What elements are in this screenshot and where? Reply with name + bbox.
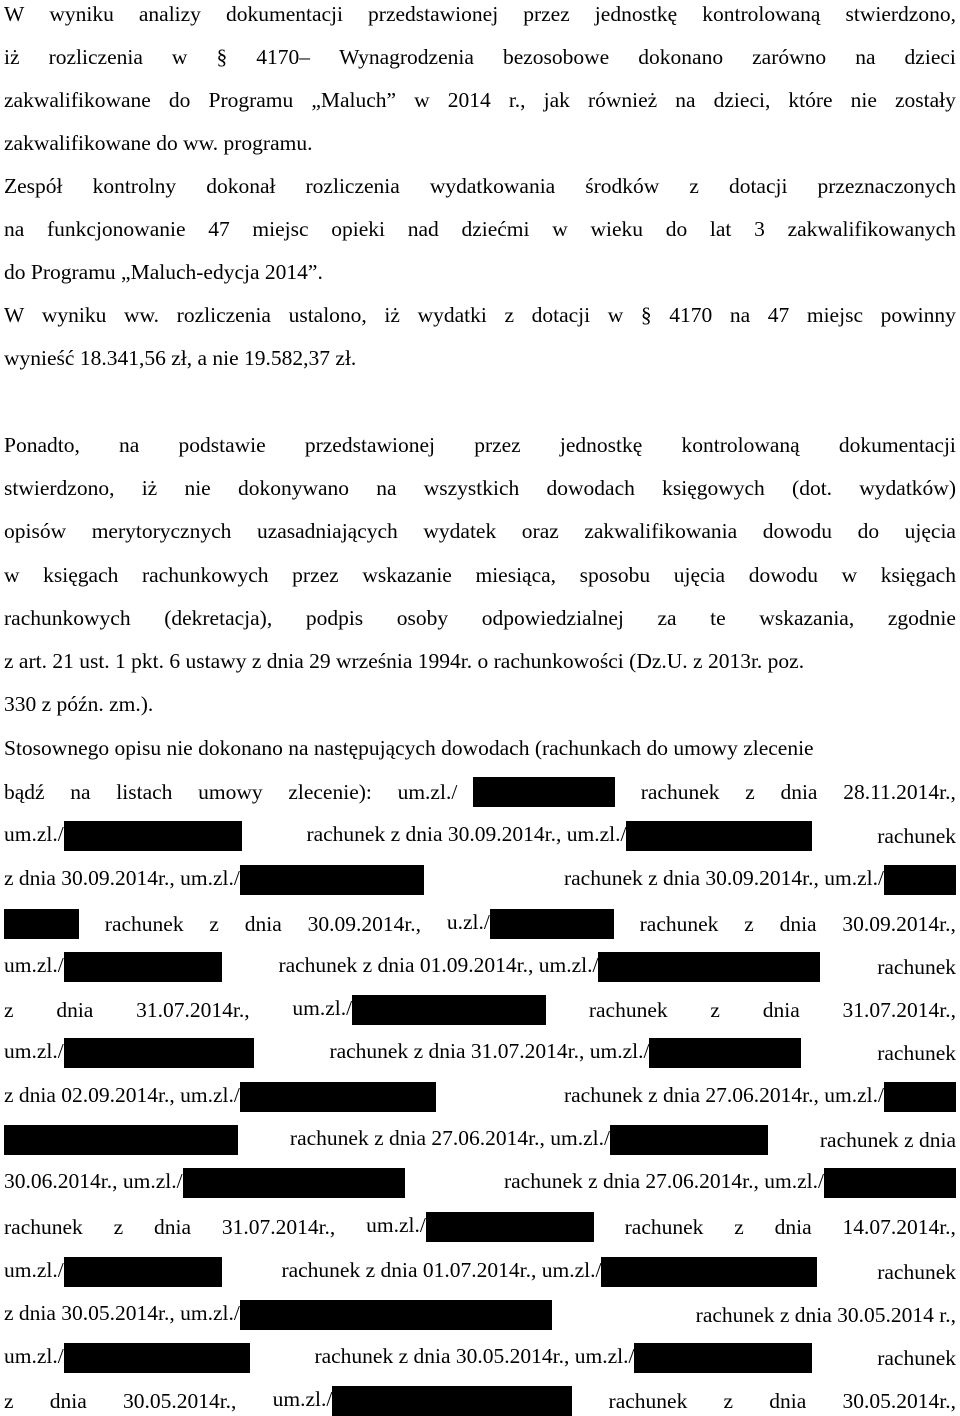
word: z [209,911,219,936]
text-fragment: um.zl./ [272,1387,333,1411]
text-segment [314,1342,812,1373]
text-segment [4,1037,254,1068]
word: merytorycznych [91,519,232,543]
word: wszystkich [423,476,520,500]
word: 31.07.2014r., [842,997,956,1022]
word: stwierdzono, [845,2,956,26]
word: na [4,217,25,241]
word: rachunek [877,1259,956,1284]
text-line [4,604,956,632]
word: rachunek z dnia 30.05.2014 r., [695,1302,956,1327]
word: z [734,1214,744,1239]
text-fragment: um.zl./ [4,822,64,846]
word: z [689,174,699,198]
text-segment [4,1299,552,1330]
word: z [4,1388,14,1413]
text-line [4,777,956,807]
text-segment [564,1081,956,1112]
word: wydatek [423,519,497,543]
word: ww. [124,303,160,327]
word: kontrolowaną [702,2,821,26]
text-segment [366,1211,594,1242]
word: 30.05.2014r., [842,1388,956,1413]
text-segment [4,1256,222,1287]
word: miejsc [806,303,863,327]
text-segment [273,1385,573,1416]
word: rachunek [877,1345,956,1370]
redaction-bar [884,1082,956,1112]
word: na [70,780,91,804]
word: w [4,563,20,587]
word: dnia [762,997,800,1022]
text-line: 330 z późn. zm.). [4,692,154,716]
text-line [4,1167,956,1198]
word: rachunkowych [4,606,131,630]
word: na [855,45,876,69]
word: z [710,997,720,1022]
word: dotacji [728,174,788,198]
text-fragment: rachunek z dnia 01.09.2014r., um.zl./ [278,953,599,977]
word: jak [543,88,570,112]
word: Wynagrodzenia [339,45,474,69]
word: odpowiedzialnej [481,606,624,630]
word: um.zl./ [397,780,458,804]
redaction-bar [601,1257,817,1287]
word: podpis [305,606,364,630]
word: wydatki [417,303,487,327]
word: dnia [780,780,818,804]
word: zostały [895,88,956,112]
word: opisów [4,519,67,543]
text-segment [292,994,546,1025]
word: kontrolowaną [681,433,800,457]
text-segment [447,908,614,939]
text-fragment: z dnia 02.09.2014r., um.zl./ [4,1083,240,1107]
redaction-bar [4,909,79,939]
word: wieku [590,217,643,241]
word: oraz [521,519,559,543]
word: miesiąca, [475,563,557,587]
word: dnia [49,1388,87,1413]
word: zlecenie): [288,780,372,804]
word: księgach [880,563,956,587]
word: rachunek z dnia [819,1127,956,1152]
word: dokonywano [237,476,350,500]
redaction-bar [64,821,242,851]
word: stwierdzono, [4,476,115,500]
word: wyniku [49,2,114,26]
word: dnia [153,1214,191,1239]
text-fragment: um.zl./ [366,1213,426,1237]
text-line [4,994,956,1025]
word: 28.11.2014r., [843,780,956,804]
word: z [113,1214,124,1239]
text-line [4,1385,956,1416]
text-line [4,431,956,459]
redaction-bar [4,1125,238,1155]
word: z [744,911,754,936]
text-line [4,908,956,939]
text-line [4,301,956,329]
word: rachunek [4,1214,83,1239]
word: dokonał [206,174,276,198]
redaction-bar [426,1212,594,1242]
text-line [4,43,956,71]
word: 4170 [669,303,713,327]
word: 47 [767,303,790,327]
word: w [841,563,858,587]
text-line [4,1256,956,1287]
word: § [640,303,652,327]
text-fragment: um.zl./ [4,953,64,977]
word: iż [384,303,400,327]
word: W [4,2,25,26]
word: 14.07.2014r., [842,1214,956,1239]
word: rachunek [877,1040,956,1065]
word: wydatkowania [429,174,556,198]
word: dowodach [546,476,635,500]
redaction-bar [64,1257,222,1287]
word: nie [850,88,877,112]
text-line [4,561,956,589]
text-fragment: rachunek z dnia 30.09.2014r., um.zl./ [563,866,884,890]
text-line [4,517,956,545]
text-fragment: rachunek z dnia 27.06.2014r., um.zl./ [503,1169,824,1193]
text-segment [4,1081,436,1112]
word: ustalono, [288,303,367,327]
word: 31.07.2014r., [221,1214,336,1239]
redaction-bar [634,1343,812,1373]
word: 31.07.2014r., [136,997,250,1022]
word: przez [474,433,521,457]
word: księgach [43,563,119,587]
redaction-bar [352,995,546,1025]
word: wyniku [41,303,107,327]
text-line [4,1081,956,1112]
word: dzieci [904,45,956,69]
text-segment [278,951,820,982]
word: rachunek [639,911,719,936]
word: które [788,88,833,112]
text-segment [306,820,812,851]
text-fragment: um.zl./ [4,1039,64,1063]
redaction-bar [473,777,615,807]
redaction-bar [884,865,956,895]
text-fragment: um.zl./ [4,1258,64,1282]
text-segment [4,951,222,982]
word: również [587,88,658,112]
word: nad [407,217,439,241]
text-line: Stosownego opisu nie dokonano na następujących dowodach (rachunkach do umowy zlecenie [4,736,814,760]
word: dowodu [762,519,833,543]
text-fragment: rachunek z dnia 31.07.2014r., um.zl./ [329,1039,650,1063]
word: dnia [769,1388,807,1413]
word: wskazania, [759,606,855,630]
word: rozliczenia [305,174,400,198]
word: jednostkę [594,2,678,26]
word: rachunek [877,823,956,848]
text-line [4,86,956,114]
word: 30.05.2014r., [122,1388,237,1413]
word: za [657,606,677,630]
word: na [675,88,696,112]
word: w [552,217,568,241]
word: rachunek [640,780,720,804]
word: przedstawionej [304,433,436,457]
word: wskazanie [362,563,452,587]
word: środków [585,174,660,198]
text-line [4,1342,956,1373]
word: z [745,780,755,804]
redaction-bar [64,952,222,982]
word: 30.09.2014r., [842,911,956,936]
word: przeznaczonych [817,174,956,198]
word: księgowych [662,476,765,500]
text-fragment: um.zl./ [4,1344,64,1368]
text-segment [4,1124,238,1155]
redaction-bar [610,1125,768,1155]
redaction-bar [64,1343,250,1373]
word: § [216,45,228,69]
text-line [4,864,956,895]
word: dnia [774,1214,812,1239]
word: osoby [396,606,449,630]
word: podstawie [178,433,266,457]
word: kontrolny [92,174,177,198]
word: rachunek [104,911,184,936]
word: w [607,303,624,327]
word: zarówno [752,45,827,69]
word: iż [4,45,20,69]
word: z [4,997,14,1022]
word: opieki [331,217,385,241]
word: W [4,303,25,327]
word: ujęcia [673,563,726,587]
word: 2014 [447,88,491,112]
text-line [4,215,956,243]
word: dokumentacji [225,2,343,26]
word: 47 [208,217,230,241]
text-line [4,951,956,982]
redaction-bar [626,821,812,851]
word: listach [116,780,173,804]
word: do [168,88,191,112]
word: do [665,217,688,241]
text-segment [4,864,424,895]
text-line [4,820,956,851]
text-line [4,1211,956,1242]
word: Zespół [4,174,63,198]
word: nie [184,476,211,500]
text-line [4,172,956,200]
word: sposobu [579,563,651,587]
word: bezosobowe [502,45,610,69]
word: w [171,45,188,69]
word: na [376,476,397,500]
word: 4170– [256,45,311,69]
redaction-bar [240,1082,436,1112]
text-segment [504,1167,956,1198]
word: przez [523,2,570,26]
redaction-bar [598,952,820,982]
redaction-bar [240,865,424,895]
text-fragment: rachunek z dnia 30.05.2014r., um.zl./ [314,1344,635,1368]
word: powinny [880,303,956,327]
word: dnia [779,911,817,936]
word: funkcjonowanie [47,217,186,241]
word: jednostkę [559,433,643,457]
word: rozliczenia [48,45,143,69]
word: w [414,88,430,112]
redaction-bar [490,909,614,939]
word: dotacji [531,303,591,327]
text-segment [4,1342,250,1373]
word: (dekretacja), [164,606,273,630]
text-line: z art. 21 ust. 1 pkt. 6 ustawy z dnia 29 września 1994r. o rachunkowości (Dz.U. z 2013r. poz. [4,649,805,673]
word: z [504,303,514,327]
word: do [857,519,880,543]
redaction-bar [183,1168,405,1198]
word: dzieci, [713,88,771,112]
text-segment [4,908,79,939]
text-segment [564,864,956,895]
word: rozliczenia [176,303,271,327]
word: bądź [4,780,45,804]
word: rachunek [588,997,668,1022]
text-fragment: rachunek z dnia 27.06.2014r., um.zl./ [289,1126,610,1150]
word: na [119,433,140,457]
text-line: wynieść 18.341,56 zł, a nie 19.582,37 zł. [4,346,357,370]
word: 3 [754,217,765,241]
text-line: do Programu „Maluch-edycja 2014”. [4,260,323,284]
text-fragment: um.zl./ [292,996,353,1020]
text-line [4,1299,956,1330]
text-line [4,1124,956,1155]
word: przez [292,563,339,587]
word: rachunek [877,954,956,979]
text-fragment: u.zl./ [446,910,490,934]
word: te [710,606,726,630]
word: dokonano [638,45,724,69]
text-segment [281,1256,817,1287]
word: uzasadniających [256,519,398,543]
word: Programu [208,88,294,112]
word: z [723,1388,734,1413]
text-fragment: rachunek z dnia 30.09.2014r., um.zl./ [306,822,627,846]
redaction-bar [332,1386,572,1416]
word: rachunkowych [141,563,269,587]
word: iż [141,476,158,500]
word: umowy [198,780,263,804]
text-line: zakwalifikowane do ww. programu. [4,131,313,155]
text-segment [329,1037,801,1068]
word: dokumentacji [838,433,956,457]
word: lat [709,217,732,241]
word: zakwalifikowane [4,88,151,112]
word: na [729,303,751,327]
word: zakwalifikowanych [787,217,956,241]
word: „Maluch” [311,88,397,112]
text-segment [4,820,242,851]
text-line [4,0,956,28]
word: wydatków) [859,476,956,500]
redaction-bar [824,1168,956,1198]
word: Ponadto, [4,433,80,457]
text-line [4,474,956,502]
text-fragment: rachunek z dnia 01.07.2014r., um.zl./ [281,1258,602,1282]
redaction-bar [649,1038,801,1068]
word: zgodnie [887,606,956,630]
word: ujęcia [904,519,956,543]
word: rachunek [624,1214,704,1239]
word: dnia [244,911,282,936]
redaction-bar [64,1038,254,1068]
word: dziećmi [461,217,530,241]
word: analizy [138,2,201,26]
word: 30.09.2014r., [307,911,422,936]
word: zakwalifikowania [584,519,738,543]
word: rachunek [608,1388,688,1413]
word: miejsc [252,217,309,241]
word: przedstawionej [368,2,499,26]
word: (dot. [792,476,833,500]
text-fragment: z dnia 30.09.2014r., um.zl./ [4,866,240,890]
text-line [4,1037,956,1068]
text-segment [4,1167,405,1198]
word: r., [508,88,526,112]
text-fragment: rachunek z dnia 27.06.2014r., um.zl./ [563,1083,884,1107]
text-segment [290,1124,768,1155]
text-fragment: z dnia 30.05.2014r., um.zl./ [4,1301,240,1325]
text-fragment: 30.06.2014r., um.zl./ [4,1169,183,1193]
word: dnia [56,997,94,1022]
redaction-bar [240,1300,552,1330]
word: dowodu [748,563,818,587]
